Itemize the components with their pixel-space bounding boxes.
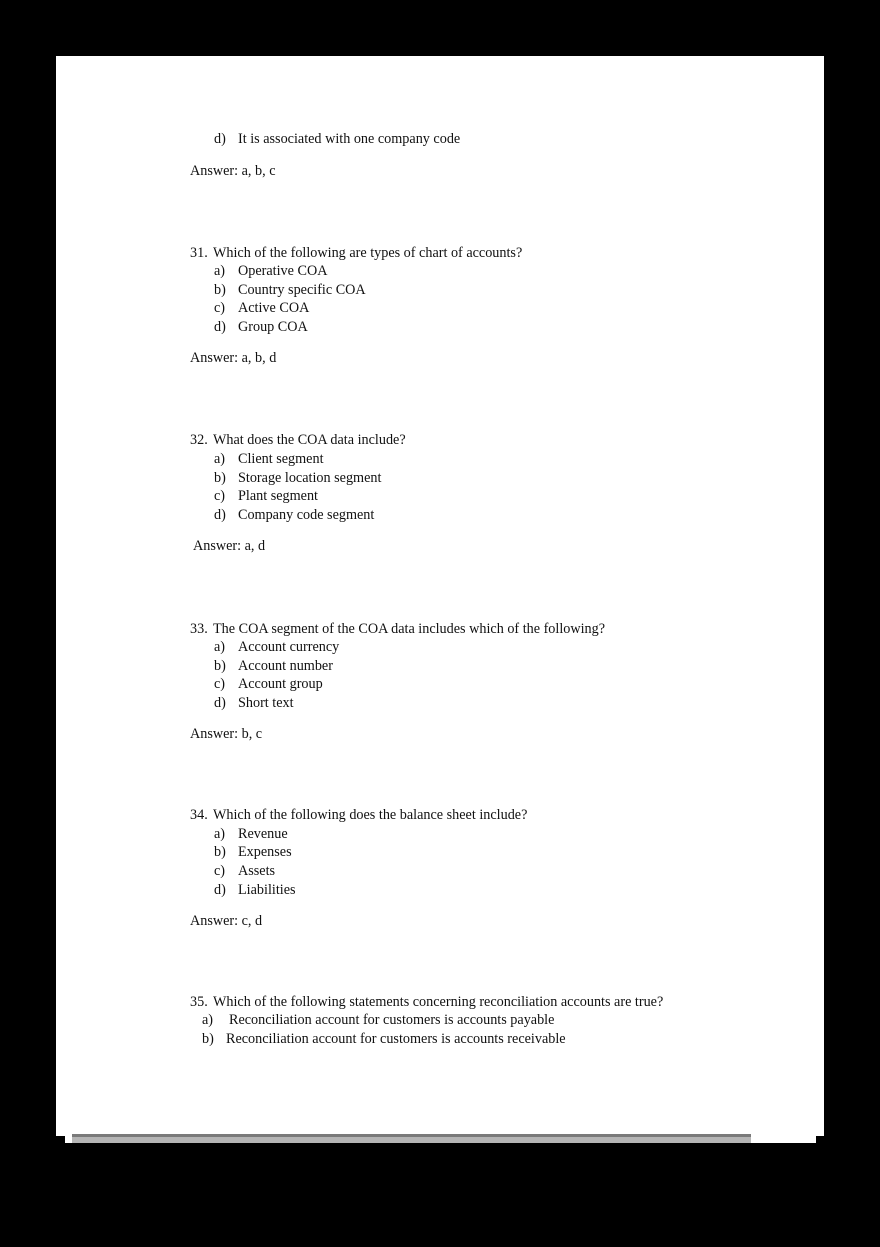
question-text: Which of the following are types of chart of accounts?: [213, 245, 523, 261]
answer-text: Answer: b, c: [190, 726, 263, 742]
option-item: [202, 1012, 554, 1029]
option-text: Country specific COA: [238, 282, 366, 298]
answer-text: Answer: a, d: [193, 538, 266, 554]
option-item: [214, 863, 275, 880]
option-letter: a): [214, 639, 226, 655]
option-letter: b): [214, 470, 226, 486]
question-31: [190, 245, 522, 262]
option-letter: d): [214, 507, 226, 523]
option-text: Account currency: [238, 639, 340, 655]
option-text: Active COA: [238, 300, 310, 316]
option-item: [214, 282, 366, 299]
option-letter: b): [202, 1031, 214, 1047]
option-text: Short text: [238, 695, 294, 711]
option-item: [214, 451, 324, 468]
answer-text: Answer: a, b, d: [190, 350, 277, 366]
option-letter: a): [214, 451, 226, 467]
question-number: 31.: [190, 245, 208, 261]
option-letter: c): [214, 488, 226, 504]
question-text: Which of the following statements concerning reconciliation accounts are true?: [213, 994, 664, 1010]
question-34: [190, 807, 527, 824]
option-letter: a): [214, 826, 226, 842]
option-text: Liabilities: [238, 882, 296, 898]
option-item: [214, 319, 308, 336]
option-item: [214, 882, 296, 899]
option-item: [214, 470, 381, 487]
question-number: 32.: [190, 432, 208, 448]
option-letter: b): [214, 844, 226, 860]
option-text: Revenue: [238, 826, 288, 842]
question-text: Which of the following does the balance sheet include?: [213, 807, 528, 823]
option-letter: c): [214, 300, 226, 316]
option-letter: a): [202, 1012, 214, 1028]
option-letter: d): [214, 695, 226, 711]
option-item: [214, 131, 460, 148]
question-text: What does the COA data include?: [213, 432, 406, 448]
option-item: [214, 507, 374, 524]
option-letter: d): [214, 882, 226, 898]
option-item: [214, 676, 323, 693]
option-item: [214, 263, 327, 280]
option-letter: b): [214, 282, 226, 298]
option-text: Account group: [238, 676, 323, 692]
option-item: [214, 695, 294, 712]
option-letter: c): [214, 863, 226, 879]
question-number: 34.: [190, 807, 208, 823]
document-page: [56, 56, 824, 1143]
option-letter: b): [214, 658, 226, 674]
question-number: 33.: [190, 621, 208, 637]
option-item: [214, 639, 339, 656]
option-text: Assets: [238, 863, 276, 879]
option-text: Plant segment: [238, 488, 318, 504]
question-32: [190, 432, 406, 449]
option-text: It is associated with one company code: [238, 131, 461, 147]
option-letter: d): [214, 131, 226, 147]
option-item: [214, 300, 309, 317]
option-letter: d): [214, 319, 226, 335]
option-item: [202, 1031, 566, 1048]
question-35: [190, 994, 663, 1011]
option-text: Company code segment: [238, 507, 375, 523]
answer-text: Answer: a, b, c: [190, 163, 276, 179]
option-text: Account number: [238, 658, 333, 674]
option-text: Expenses: [238, 844, 292, 860]
option-item: [214, 844, 292, 861]
page-corner-right: [816, 1136, 824, 1144]
question-text: The COA segment of the COA data includes which of the following?: [213, 621, 606, 637]
answer-text: Answer: c, d: [190, 913, 263, 929]
option-text: Reconciliation account for customers is accounts payable: [229, 1012, 555, 1028]
option-letter: a): [214, 263, 226, 279]
question-number: 35.: [190, 994, 208, 1010]
option-item: [214, 658, 333, 675]
option-text: Operative COA: [238, 263, 328, 279]
question-33: [190, 621, 605, 638]
scrollbar-thumb[interactable]: [72, 1137, 751, 1143]
page-corner-left: [56, 1136, 65, 1144]
option-item: [214, 488, 318, 505]
option-text: Reconciliation account for customers is accounts receivable: [226, 1031, 566, 1047]
option-text: Storage location segment: [238, 470, 382, 486]
option-text: Client segment: [238, 451, 324, 467]
option-text: Group COA: [238, 319, 308, 335]
horizontal-scrollbar[interactable]: [72, 1134, 751, 1143]
option-letter: c): [214, 676, 226, 692]
option-item: [214, 826, 288, 843]
